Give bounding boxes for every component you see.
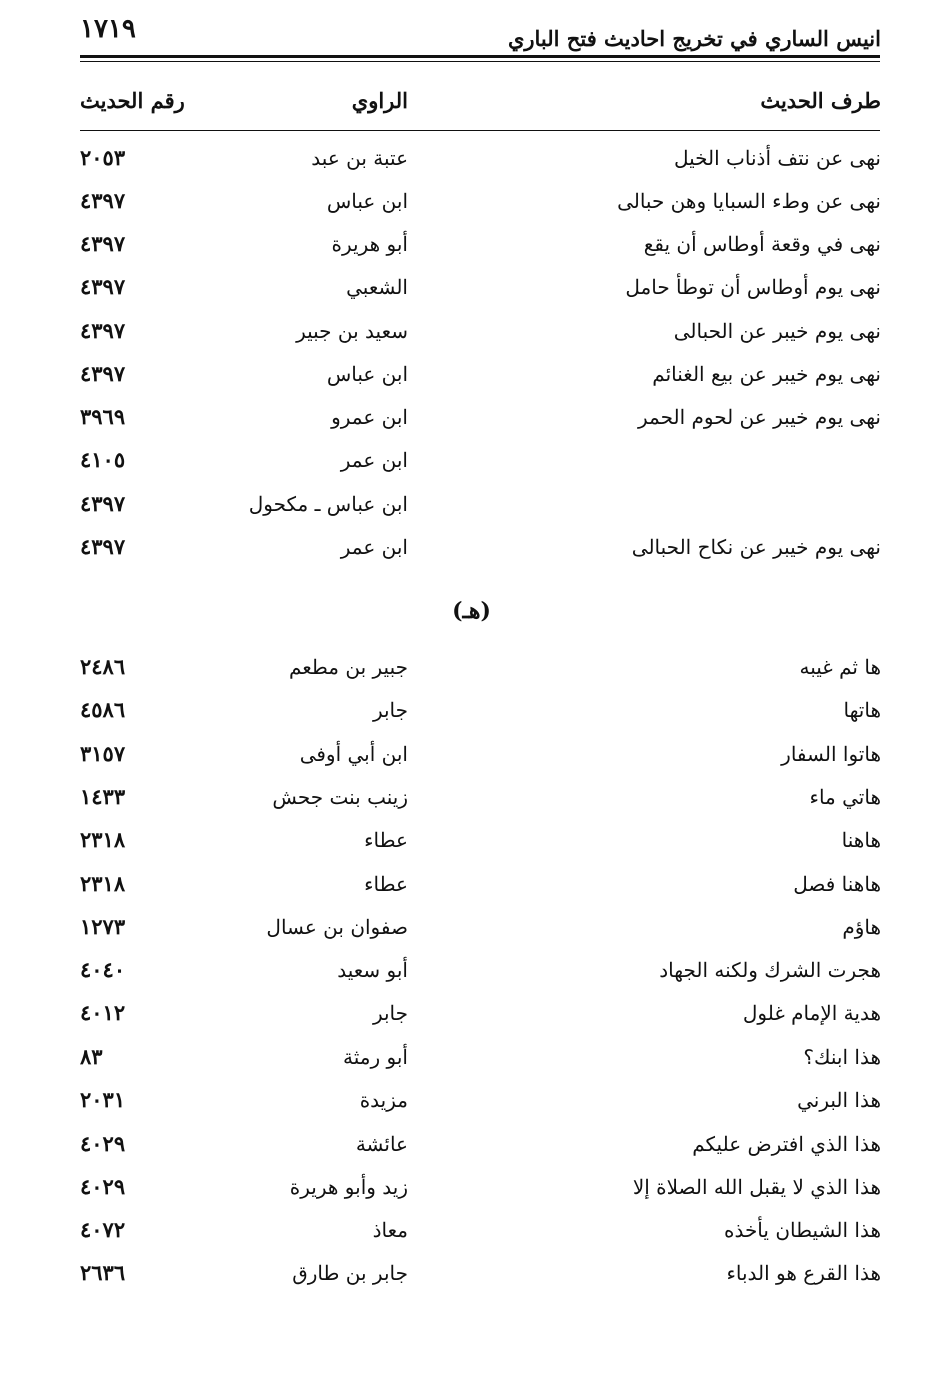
- section-letter-heading: (هـ): [452, 598, 491, 624]
- hadith-incipit: هذا الشيطان يأخذه: [723, 1218, 881, 1242]
- hadith-number: ٤٣٩٧: [80, 534, 126, 559]
- hadith-number: ٣٩٦٩: [80, 404, 126, 429]
- narrator: زيد وأبو هريرة: [289, 1175, 408, 1199]
- table-row: [0, 1210, 943, 1250]
- hadith-incipit: هذا الذي افترض عليكم: [692, 1132, 881, 1156]
- hadith-incipit: هاهنا فصل: [793, 872, 881, 896]
- hadith-incipit: هجرت الشرك ولكنه الجهاد: [659, 958, 881, 982]
- hadith-incipit: هاتوا السفار: [781, 742, 881, 766]
- narrator: صفوان بن عسال: [266, 915, 408, 939]
- hadith-incipit: هاتي ماء: [809, 785, 881, 809]
- hadith-number: ٢٣١٨: [80, 871, 126, 896]
- table-row: [0, 777, 943, 817]
- narrator: أبو سعيد: [337, 958, 408, 982]
- hadith-number: ٤٣٩٧: [80, 188, 126, 213]
- table-row: [0, 993, 943, 1033]
- hadith-incipit: ها ثم غيبه: [799, 655, 881, 679]
- hadith-incipit: نهى يوم خيبر عن لحوم الحمر: [637, 405, 881, 429]
- hadith-number: ٤٣٩٧: [80, 318, 126, 343]
- narrator: أبو هريرة: [331, 232, 408, 256]
- narrator: ابن عمر: [340, 535, 408, 559]
- hadith-incipit: هذا القرع هو الدباء: [726, 1261, 881, 1285]
- narrator: جابر بن طارق: [292, 1261, 408, 1285]
- hadith-incipit: نهى عن نتف أذناب الخيل: [673, 146, 881, 170]
- page-number: ١٧١٩: [80, 14, 136, 44]
- hadith-number: ٢٤٨٦: [80, 654, 126, 679]
- table-row: [0, 690, 943, 730]
- running-title: انيس الساري في تخريج احاديث فتح الباري: [507, 26, 881, 51]
- hadith-incipit: هذا الذي لا يقبل الله الصلاة إلا: [632, 1175, 881, 1199]
- narrator: الشعبي: [346, 275, 408, 299]
- table-row: [0, 950, 943, 990]
- narrator: معاذ: [372, 1218, 408, 1242]
- table-row: [0, 224, 943, 264]
- narrator: عتبة بن عبد: [311, 146, 408, 170]
- hadith-number: ٤٠١٢: [80, 1000, 126, 1025]
- narrator: سعيد بن جبير: [296, 319, 408, 343]
- hadith-incipit: نهى عن وطء السبايا وهن حبالى: [617, 189, 881, 213]
- narrator: ابن عباس: [326, 189, 408, 213]
- hadith-number: ٤٠٢٩: [80, 1174, 126, 1199]
- hadith-incipit: هذا ابنك؟: [803, 1045, 881, 1069]
- table-row: [0, 354, 943, 394]
- table-row: [0, 267, 943, 307]
- hadith-incipit: هاتها: [843, 698, 881, 722]
- table-row: [0, 397, 943, 437]
- hadith-number: ٤٣٩٧: [80, 274, 126, 299]
- hadith-number: ٤٣٩٧: [80, 491, 126, 516]
- hadith-incipit: هاهنا: [841, 828, 881, 852]
- table-row: [0, 1080, 943, 1120]
- narrator: أبو رمثة: [343, 1045, 408, 1069]
- table-row: [0, 527, 943, 567]
- narrator: ابن أبي أوفى: [299, 742, 408, 766]
- hadith-incipit: نهى يوم أوطاس أن توطأ حامل: [625, 275, 881, 299]
- table-row: [0, 484, 943, 524]
- hadith-number: ٢٠٥٣: [80, 145, 126, 170]
- hadith-number: ٢٠٣١: [80, 1087, 126, 1112]
- hadith-number: ٢٦٣٦: [80, 1260, 126, 1285]
- narrator: عائشة: [355, 1132, 408, 1156]
- hadith-number: ٢٣١٨: [80, 827, 126, 852]
- hadith-number: ٤٥٨٦: [80, 697, 126, 722]
- table-row: [0, 440, 943, 480]
- hadith-number: ٣١٥٧: [80, 741, 126, 766]
- hadith-number: ٤٣٩٧: [80, 231, 126, 256]
- table-row: [0, 181, 943, 221]
- narrator: مزيدة: [359, 1088, 408, 1112]
- table-row: [0, 1253, 943, 1293]
- hadith-number: ٤٠٢٩: [80, 1131, 126, 1156]
- narrator: ابن عمرو: [331, 405, 408, 429]
- narrator: جابر: [372, 1001, 408, 1025]
- hadith-number: ٤٠٤٠: [80, 957, 126, 982]
- column-heading-hadith: طرف الحديث: [760, 88, 881, 113]
- hadith-incipit: نهى يوم خيبر عن بيع الغنائم: [652, 362, 881, 386]
- table-row: [0, 138, 943, 178]
- header-rule-thick: [80, 55, 880, 58]
- table-row: [0, 647, 943, 687]
- narrator: جابر: [372, 698, 408, 722]
- narrator: عطاء: [364, 872, 408, 896]
- header-rule-thin: [80, 61, 880, 62]
- table-row: [0, 907, 943, 947]
- hadith-incipit: نهى يوم خيبر عن نكاح الحبالى: [631, 535, 881, 559]
- narrator: ابن عمر: [340, 448, 408, 472]
- narrator: ابن عباس ـ مكحول: [248, 492, 408, 516]
- table-row: [0, 820, 943, 860]
- hadith-number: ٤١٠٥: [80, 447, 126, 472]
- column-heading-number: رقم الحديث: [80, 88, 185, 113]
- hadith-number: ٤٠٧٢: [80, 1217, 126, 1242]
- hadith-number: ٨٣: [80, 1044, 103, 1069]
- column-heading-narrator: الراوي: [351, 88, 408, 113]
- hadith-number: ١٢٧٣: [80, 914, 126, 939]
- table-row: [0, 864, 943, 904]
- table-row: [0, 1037, 943, 1077]
- hadith-incipit: هذا البرني: [797, 1088, 881, 1112]
- narrator: ابن عباس: [326, 362, 408, 386]
- hadith-number: ٤٣٩٧: [80, 361, 126, 386]
- hadith-incipit: نهى يوم خيبر عن الحبالى: [673, 319, 881, 343]
- narrator: عطاء: [364, 828, 408, 852]
- hadith-incipit: نهى في وقعة أوطاس أن يقع: [643, 232, 881, 256]
- table-row: [0, 734, 943, 774]
- narrator: جبير بن مطعم: [288, 655, 408, 679]
- hadith-number: ١٤٣٣: [80, 784, 126, 809]
- table-row: [0, 1167, 943, 1207]
- table-row: [0, 311, 943, 351]
- column-heading-rule: [80, 130, 880, 131]
- hadith-incipit: هدية الإمام غلول: [742, 1001, 881, 1025]
- table-row: [0, 1124, 943, 1164]
- narrator: زينب بنت جحش: [272, 785, 408, 809]
- hadith-incipit: هاؤم: [842, 915, 881, 939]
